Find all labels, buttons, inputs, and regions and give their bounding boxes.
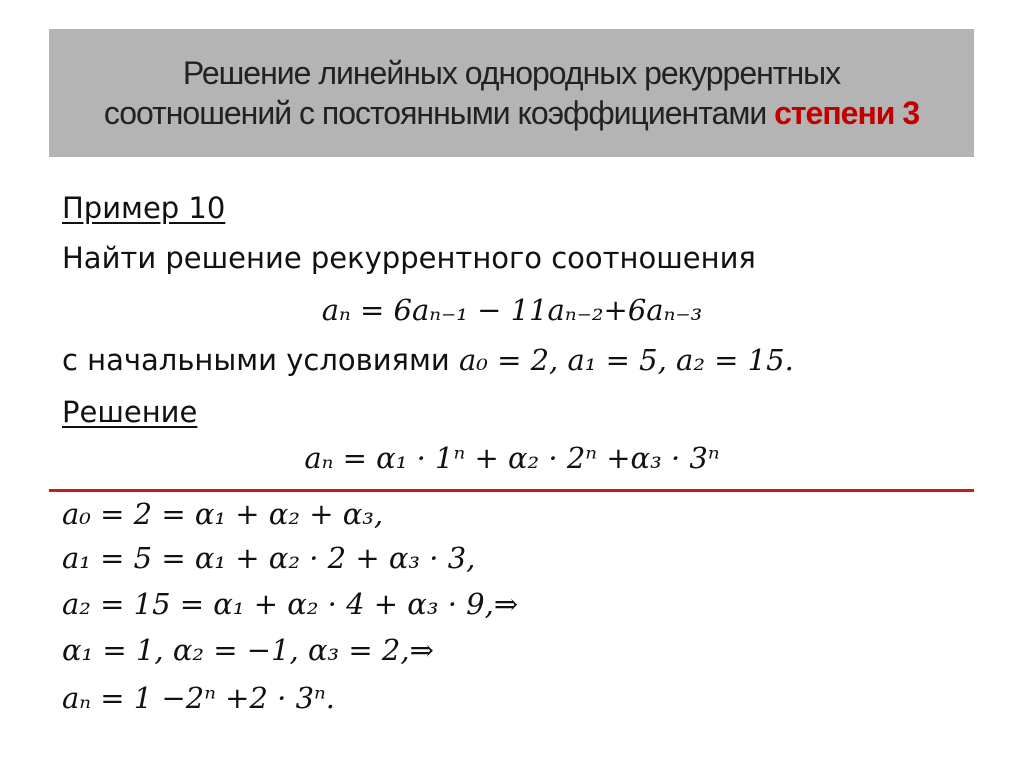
equation-1: a₀ = 2 = α₁ + α₂ + α₃, <box>62 497 384 531</box>
title-line-1: Решение линейных однородных рекуррентных <box>182 55 841 91</box>
general-solution-formula: aₙ = α₁ · 1ⁿ + α₂ · 2ⁿ +α₃ · 3ⁿ <box>304 441 720 475</box>
title-line-2 <box>104 93 919 133</box>
red-divider-line <box>49 489 974 492</box>
title-bar <box>49 29 974 157</box>
initial-conditions-math: a₀ = 2, a₁ = 5, a₂ = 15. <box>458 343 794 377</box>
title-accent: степени 3 <box>774 95 920 131</box>
example-label: Пример 10 <box>62 191 226 225</box>
initial-conditions-label: с начальными условиями <box>62 343 450 377</box>
initial-conditions <box>62 342 794 378</box>
equation-3: a₂ = 15 = α₁ + α₂ · 4 + α₃ · 9,⇒ <box>62 587 519 621</box>
slide-title <box>104 53 919 133</box>
task-text: Найти решение рекуррентного соотношения <box>62 241 756 275</box>
equation-2: a₁ = 5 = α₁ + α₂ · 2 + α₃ · 3, <box>62 541 476 575</box>
coefficients-result: α₁ = 1, α₂ = −1, α₃ = 2,⇒ <box>62 633 434 667</box>
solution-label: Решение <box>62 395 198 429</box>
final-answer: aₙ = 1 −2ⁿ +2 · 3ⁿ. <box>62 681 335 715</box>
title-line-2-main: соотношений с постоянными коэффициентами <box>103 95 767 131</box>
recurrence-formula: aₙ = 6aₙ₋₁ − 11aₙ₋₂+6aₙ₋₃ <box>321 293 703 327</box>
